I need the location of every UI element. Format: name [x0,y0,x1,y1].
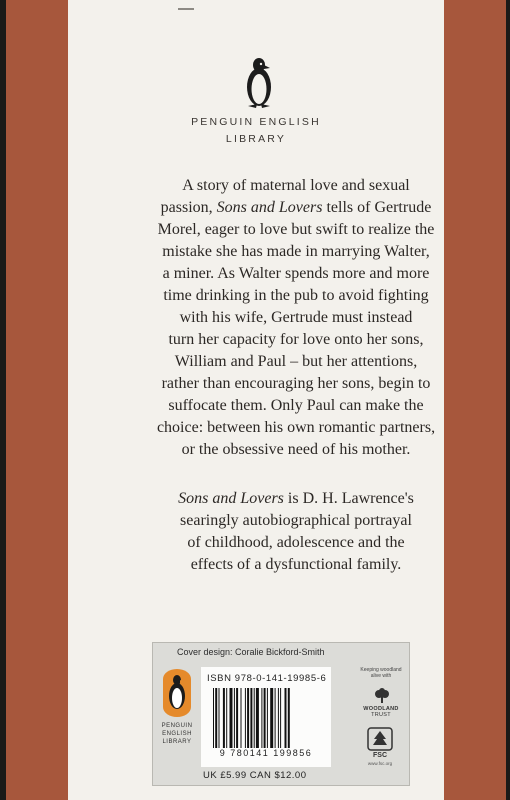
blurb-line [130,263,462,285]
blurb-text: mistake she has made in marrying Walter, [162,243,430,260]
small-publisher-line3: LIBRARY [162,739,192,745]
barcode-bar [278,688,279,748]
woodland-trust-label [359,706,403,718]
book-title-italic: Sons and Lovers [216,199,323,216]
barcode-bar [215,688,217,748]
blurb-line [130,439,462,461]
blurb-line [130,307,462,329]
publisher-name-line2: LIBRARY [225,133,287,145]
barcode-bar [234,688,235,748]
blurb-text: A story of maternal love and sexual [182,177,410,194]
tree-icon [373,688,391,704]
small-publisher-line1: PENGUIN [161,723,193,729]
blurb-text: time drinking in the pub to avoid fighting [163,287,429,304]
blurb-text: suffocate them. Only Paul can make the [168,397,424,414]
woodland-sub-text: TRUST [371,712,391,718]
barcode-bar [250,688,252,748]
blurb-line [130,395,462,417]
barcode-bar [230,688,233,748]
barcode-bar [226,688,227,748]
blurb-line [130,351,462,373]
barcode-sticker [152,642,410,786]
barcode-bar [280,688,281,748]
barcode-box [201,667,331,767]
barcode-bar [213,688,214,748]
blurb-line [130,488,462,510]
fsc-tree-icon [367,727,393,759]
small-penguin-icon [163,669,191,717]
blurb-text: effects of a dysfunctional family. [190,556,402,573]
isbn-number: ISBN 978-0-141-19985-6 [207,673,327,684]
barcode-digits: 9 780141 199856 [219,748,313,758]
blurb-line [130,285,462,307]
blurb-text: searingly autobiographical portrayal [180,512,412,529]
barcode-bar [256,688,259,748]
barcode-bar [275,688,276,748]
barcode-bar [261,688,262,748]
cover-design-credit: Cover design: Coralie Bickford-Smith [177,647,325,657]
barcode-bar [285,688,287,748]
fsc-website: www.fsc.org [367,761,393,766]
blurb-line [130,241,462,263]
book-title-italic: Sons and Lovers [178,490,284,507]
barcode-bar [288,688,290,748]
blurb-line [130,329,462,351]
barcode-bar [245,688,246,748]
blurb-line [130,197,462,219]
blurb-text: rather than encouraging her sons, begin to [161,375,431,392]
barcode-bars [213,688,319,748]
blurb-paragraph-1 [130,175,462,461]
publisher-name-line1: PENGUIN ENGLISH [191,116,321,128]
barcode-bar [270,688,273,748]
blurb-text: or the obsessive need of his mother. [181,441,411,458]
barcode-bar [247,688,249,748]
barcode-bar [241,688,242,748]
penguin-icon [244,56,274,110]
blurb-text: passion, [160,199,217,216]
blurb-text: choice: between his own romantic partners, [156,419,436,436]
blurb-text: of childhood, adolescence and the [187,534,405,551]
fsc-label: FSC [373,752,387,759]
woodland-trust-text: Keeping woodland alive with [360,667,402,679]
barcode-bar [223,688,225,748]
blurb-line [130,510,462,532]
barcode-bar [254,688,255,748]
blurb-line [130,532,462,554]
barcode-bar [236,688,238,748]
blurb-text: tells of Gertrude [322,199,432,216]
blurb-line [130,554,462,576]
scuff-mark [178,8,194,10]
barcode-bar [219,688,220,748]
barcode-bar [264,688,266,748]
barcode-bar [267,688,268,748]
small-publisher-line2: ENGLISH [162,731,192,737]
blurb-text: is D. H. Lawrence's [283,490,414,507]
blurb-paragraph-2 [130,488,462,576]
blurb-text: William and Paul – but her attentions, [174,353,418,370]
blurb-line [130,373,462,395]
blurb-line [130,417,462,439]
blurb-text: a miner. As Walter spends more and more [162,265,430,282]
blurb-text: with his wife, Gertrude must instead [179,309,413,326]
price-label: UK £5.99 CAN $12.00 [203,770,307,781]
blurb-text: Morel, eager to love but swift to realize the [157,221,435,238]
blurb-text: turn her capacity for love onto her sons, [168,331,424,348]
woodland-label-text: WOODLAND [363,706,399,712]
blurb-line [130,219,462,241]
blurb-line [130,175,462,197]
